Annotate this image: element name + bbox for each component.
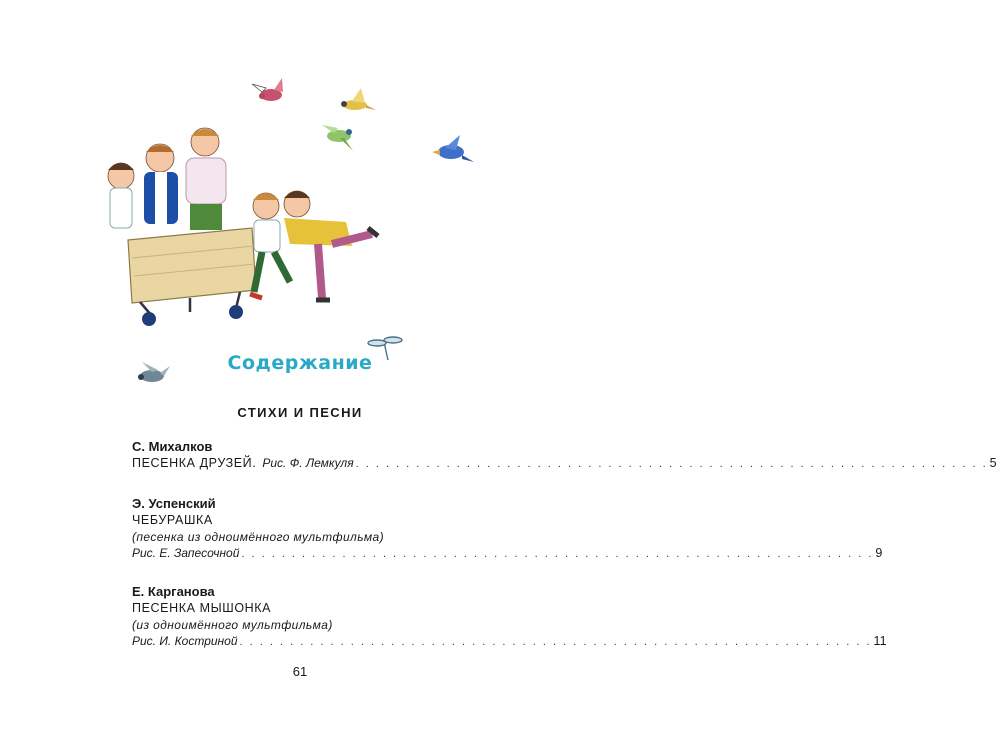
entry-illustrator: Рис. Е. Запесочной — [132, 546, 240, 560]
entry-illustrator-row — [132, 545, 883, 563]
bird-icon — [252, 78, 283, 101]
entry-page-number: 11 — [873, 634, 887, 648]
entry-page-number: 9 — [875, 546, 883, 560]
contents-title: Содержание — [227, 352, 373, 374]
dot-leader: . . . . . . . . . . . . . . . . . . . . . . . . . . . . . . . . . . . . . . . . . . . . . . . . . . . . . . . . . . . . . . . — [355, 458, 988, 470]
bird-icon — [322, 125, 353, 151]
cart — [128, 228, 256, 326]
entry-page-number: 5 — [989, 456, 997, 470]
entry-illustrator: Рис. И. Костриной — [132, 634, 238, 648]
bird-icon — [341, 88, 376, 110]
bird-icon — [432, 135, 474, 162]
toc-entry — [132, 438, 997, 473]
child-figure — [284, 191, 378, 300]
entry-note: (из одноимённого мультфильма) — [132, 618, 333, 632]
dot-leader: . . . . . . . . . . . . . . . . . . . . . . . . . . . . . . . . . . . . . . . . . . . . . . . . . . . . . . . . . . . . . . . — [241, 548, 874, 560]
entry-illustrator-row — [132, 633, 887, 651]
entry-author: Е. Карганова — [132, 584, 215, 599]
entry-author: Э. Успенский — [132, 496, 216, 511]
section-heading: СТИХИ И ПЕСНИ — [237, 405, 363, 420]
toc-entry — [132, 583, 887, 651]
child-figure — [186, 128, 226, 230]
child-figure — [144, 144, 178, 224]
dot-leader: . . . . . . . . . . . . . . . . . . . . . . . . . . . . . . . . . . . . . . . . . . . . . . . . . . . . . . . . . . . . . . . — [239, 636, 872, 648]
entry-note: (песенка из одноимённого мультфильма) — [132, 530, 385, 544]
toc-entry — [132, 495, 883, 563]
child-figure — [108, 163, 134, 228]
entry-title: ПЕСЕНКА МЫШОНКА — [132, 601, 272, 615]
children-pushing-cart-illustration — [0, 0, 600, 400]
entry-author: С. Михалков — [132, 439, 213, 454]
entry-illustrator: Рис. Ф. Лемкуля — [262, 456, 354, 470]
child-figure — [250, 193, 290, 298]
entry-title-row — [132, 455, 997, 473]
entry-title: ПЕСЕНКА ДРУЗЕЙ. — [132, 456, 257, 470]
entry-title: ЧЕБУРАШКА — [132, 513, 213, 527]
page-number: 61 — [292, 664, 308, 679]
